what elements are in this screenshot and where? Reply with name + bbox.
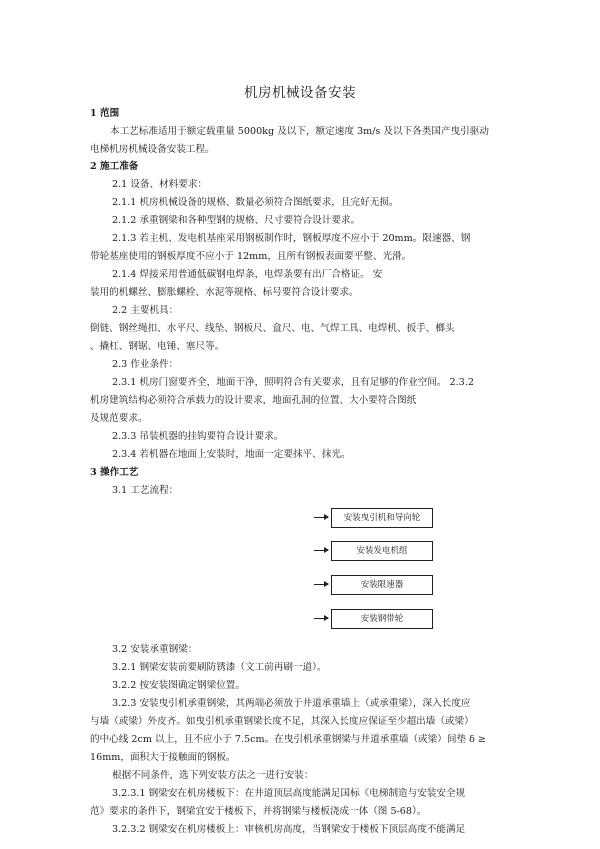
- paragraph-line: 带轮基座使用的钢板厚度不应小于 12mm，且所有钢板表面要平整、光滑。: [90, 251, 412, 262]
- paragraph-line: 2.3.4 若机器在地面上安装时，地面一定要抹平、抹光。: [112, 449, 351, 460]
- flow-step-box: 安装发电机组: [331, 541, 433, 561]
- flow-step-box: 安装钢带轮: [331, 609, 433, 629]
- section-heading-scope: 1 范围: [90, 108, 120, 119]
- paragraph-line: 2.2 主要机具：: [112, 305, 179, 316]
- flow-arrow: [314, 517, 328, 518]
- paragraph-line: 及规范要求。: [90, 413, 148, 424]
- section-heading-process: 3 操作工艺: [90, 467, 139, 478]
- paragraph-line: 倒链、钢丝绳扣、水平尺、线坠、钢板尺、盒尺、电、气焊工具、电焊机、扳手、榔头: [90, 323, 455, 334]
- flow-arrow: [314, 550, 328, 551]
- flow-arrow: [314, 584, 328, 585]
- page-title: 机房机械设备安装: [244, 85, 356, 101]
- paragraph-line: 3.1 工艺流程：: [112, 485, 179, 496]
- paragraph-line: 3.2.3.1 钢梁安在机房楼板下：在井道顶层高度能满足国标《电梯制造与安装安全规: [112, 788, 466, 799]
- paragraph-line: 3.2.2 按安装图确定钢梁位置。: [112, 680, 245, 691]
- paragraph-line: 2.1.4 焊接采用普通低碳钢电焊条，电焊条要有出厂合格证。 安: [112, 269, 383, 280]
- paragraph-line: 机房建筑结构必须符合承载力的设计要求，地面孔洞的位置、大小要符合图纸: [90, 395, 417, 406]
- paragraph-line: 2.1 设备、材料要求：: [112, 179, 208, 190]
- section-heading-preparation: 2 施工准备: [90, 161, 139, 172]
- paragraph-line: 2.1.1 机房机械设备的规格、数量必须符合图纸要求，且完好无损。: [112, 197, 399, 208]
- paragraph-line: 电梯机房机械设备安装工程。: [90, 144, 215, 155]
- flow-arrow: [314, 618, 328, 619]
- paragraph-line: 3.2.1 钢梁安装前要刷防锈漆（文工前再刷一道）。: [112, 662, 327, 673]
- flow-step-box: 安装曳引机和导向轮: [331, 508, 433, 528]
- paragraph-line: 的中心线 2cm 以上，且不应小于 7.5cm。在曳引机承重钢梁与井道承重墙（或梁）间垫 δ ≥: [90, 734, 486, 745]
- paragraph-line: 2.3 作业条件：: [112, 359, 179, 370]
- paragraph-line: 装用的机螺丝、膨胀螺栓、水泥等规格、标号要符合设计要求。: [90, 287, 359, 298]
- paragraph-line: 与墙（或梁）外皮齐。如曳引机承重钢梁长度不足，其深入长度应保证至少超出墙（或梁）: [90, 716, 474, 727]
- paragraph-line: 2.1.2 承重钢梁和各种型钢的规格、尺寸要符合设计要求。: [112, 215, 361, 226]
- paragraph-line: 3.2.3.2 钢梁安在机房楼板上：审核机房高度，当钢梁安于楼板下顶层高度不能满足: [112, 824, 466, 835]
- paragraph-line: 范》要求的条件下，钢梁宜安于楼板下，并将钢梁与楼板浇成一体（图 5-68）。: [90, 806, 427, 817]
- paragraph-line: 、撬杠、钢锯、电锤、塞尺等。: [90, 341, 225, 352]
- process-flow-diagram: [314, 508, 514, 628]
- paragraph-line: 根据不同条件，选下列安装方法之一进行安装：: [112, 770, 314, 781]
- paragraph-line: 2.1.3 若主机、发电机基座采用钢板制作时，钢板厚度不应小于 20mm。限速器、钢: [112, 233, 471, 244]
- paragraph-line: 本工艺标准适用于额定载重量 5000kg 及以下，额定速度 3m/s 及以下各类国产曳引驱动: [110, 126, 489, 137]
- paragraph-line: 3.2 安装承重钢梁：: [112, 644, 198, 655]
- paragraph-line: 2.3.3 吊装机器的挂钩要符合设计要求。: [112, 431, 284, 442]
- paragraph-line: 2.3.1 机房门窗要齐全，地面干净，照明符合有关要求，且有足够的作业空间。 2.3.2: [112, 377, 474, 388]
- flow-step-box: 安装限速器: [331, 575, 433, 595]
- paragraph-line: 3.2.3 安装曳引机承重钢梁，其两端必须放于井道承重墙上（或承重梁），深入长度应: [112, 698, 471, 709]
- paragraph-line: 16mm，面积大于接触面的钢板。: [90, 752, 236, 763]
